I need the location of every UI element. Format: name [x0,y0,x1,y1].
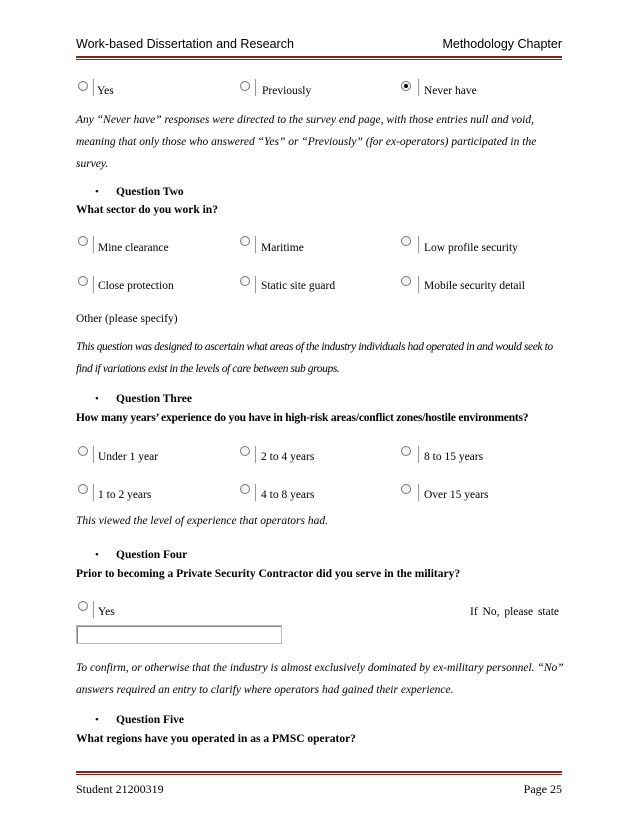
option-previously-label: Previously [262,85,312,97]
option-under-1-year: Under 1 year [98,451,159,463]
radio-over-15-years[interactable] [401,484,411,494]
q2-title: Question Two [116,186,184,198]
option-mobile-security-detail: Mobile security detail [424,280,525,292]
q2-other: Other (please specify) [76,313,178,325]
q4-note: To confirm, or otherwise that the industry is almost exclusively dominated by ex-military personnel. “No” answers required an entry to clarify where operators had gained their experience. [76,662,564,696]
radio-never-have[interactable] [401,81,411,91]
option-8-to-15-years: 8 to 15 years [424,451,484,463]
q5-title: Question Five [116,714,185,726]
q4-question: Prior to becoming a Private Security Contractor did you serve in the military? [76,568,461,580]
header-rule-thin [76,59,562,60]
bullet: • [95,393,99,405]
q3-question: How many years’ experience do you have in high-risk areas/conflict zones/hostile environments? [76,412,529,424]
separator [418,446,419,463]
separator [93,79,94,96]
option-maritime: Maritime [261,242,304,254]
q5-question: What regions have you operated in as a PMSC operator? [76,733,356,745]
separator [418,276,419,293]
option-mine-clearance: Mine clearance [98,242,169,254]
bullet: • [95,714,99,726]
radio-mobile-security-detail[interactable] [401,276,411,286]
separator [93,484,94,501]
separator [93,236,94,253]
separator [93,601,94,618]
option-2-to-4-years: 2 to 4 years [261,451,315,463]
option-military-yes: Yes [98,606,115,618]
option-static-site-guard: Static site guard [261,280,336,292]
separator [255,276,256,293]
radio-military-yes[interactable] [78,601,88,611]
separator [255,236,256,253]
q3-title: Question Three [116,393,192,405]
radio-1-to-2-years[interactable] [78,484,88,494]
separator [255,484,256,501]
radio-4-to-8-years[interactable] [240,484,250,494]
q4-title: Question Four [116,549,188,561]
separator [93,276,94,293]
bullet: • [95,549,99,561]
option-4-to-8-years: 4 to 8 years [261,489,315,501]
option-yes-label: Yes [97,85,114,97]
q2-note: This question was designed to ascertain what areas of the industry individuals had operated in and would seek to find if variations exist in the levels of care between sub groups. [76,341,553,375]
page-footer [76,782,562,797]
separator [255,446,256,463]
page-number: Page 25 [523,782,562,796]
option-1-to-2-years: 1 to 2 years [98,489,152,501]
footer-rule [76,771,562,773]
if-no-text-input[interactable] [76,625,282,644]
separator [93,446,94,463]
option-over-15-years: Over 15 years [424,489,489,501]
radio-yes[interactable] [78,81,88,91]
option-close-protection: Close protection [98,280,174,292]
separator [255,79,256,96]
radio-previously[interactable] [240,81,250,91]
option-never-have-label: Never have [424,85,477,97]
page-header [76,37,562,51]
if-no-label: If No, please state [470,606,560,618]
radio-static-site-guard[interactable] [240,276,250,286]
footer-left: Student 21200319 [76,782,164,796]
radio-2-to-4-years[interactable] [240,446,250,456]
q3-note: This viewed the level of experience that operators had. [76,515,328,527]
bullet: • [95,186,99,198]
radio-8-to-15-years[interactable] [401,446,411,456]
radio-under-1-year[interactable] [78,446,88,456]
footer-rule-thin [76,774,562,775]
radio-maritime[interactable] [240,236,250,246]
radio-mine-clearance[interactable] [78,236,88,246]
header-left: Work-based Dissertation and Research [76,37,294,51]
q1-note: Any “Never have” responses were directed to the survey end page, with those entries null and void, meaning that only those who answered “Yes” or “Previously” (for ex-operators) participated in the survey. [76,114,537,170]
radio-low-profile-security[interactable] [401,236,411,246]
separator [418,79,419,96]
radio-close-protection[interactable] [78,276,88,286]
option-low-profile-security: Low profile security [424,242,518,254]
q2-question: What sector do you work in? [76,204,218,216]
separator [418,484,419,501]
header-right: Methodology Chapter [442,37,562,51]
separator [418,236,419,253]
header-rule [76,56,562,58]
